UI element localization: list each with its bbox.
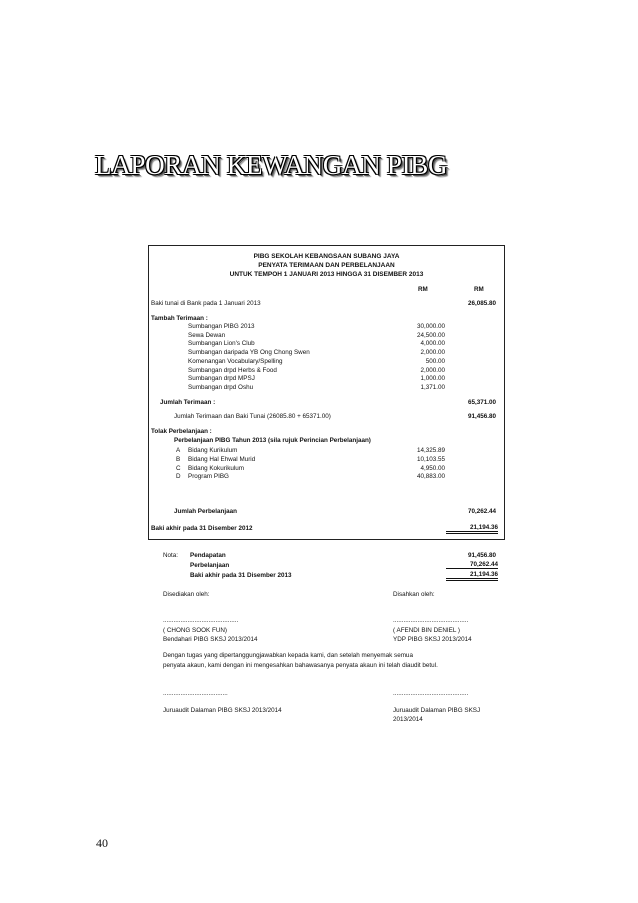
prepared-by-label: Disediakan oleh: [163,591,210,598]
audit-text-line-2: penyata akaun, kami dengan ini mengesahkan bahawasanya penyata akaun ini telah diaudit betul. [163,662,438,669]
expense-code: B [176,455,181,463]
approved-role: YDP PIBG SKSJ 2013/2014 [393,636,472,643]
note-balance-value: 21,194.36 [446,571,498,581]
statement-frame [148,245,505,540]
receipt-value: 500.00 [425,357,445,365]
closing-value: 21,194.36 [446,524,498,534]
prepared-signature-line: ........................................... [163,617,239,624]
col-header-rm-1: RM [418,286,428,293]
approved-by-label: Disahkan oleh: [393,591,435,598]
auditor-left-signature-line: ..................................... [163,690,228,697]
opening-value: 26,085.80 [467,300,496,307]
total-with-cash-label: Jumlah Terimaan dan Baki Tunai (26085.80 + 65371.00) [174,413,331,420]
receipt-label: Sumbangan drpd Herbs & Food [188,366,277,374]
page-title: LAPORAN KEWANGAN PIBG [95,150,448,180]
receipt-label: Sumbangan PIBG 2013 [188,323,255,330]
note-income-label: Pendapatan [190,552,226,559]
expenses-heading: Tolak Perbelanjaan : [151,428,212,435]
auditor-right-role-2: 2013/2014 [393,716,423,723]
receipt-label: Sewa Dewan [188,331,226,339]
expenses-subheading: Perbelanjaan PIBG Tahun 2013 (sila rujuk Perincian Perbelanjaan) [174,437,371,444]
total-receipts-label: Jumlah Terimaan : [160,399,216,406]
statement-header-1: PIBG SEKOLAH KEBANGSAAN SUBANG JAYA [253,253,400,260]
expense-code: D [176,473,181,481]
audit-text-line-1: Dengan tugas yang dipertanggungjawabkan kepada kami, dan setelah menyemak semua [163,652,413,659]
note-label: Nota: [163,552,179,559]
expense-value: 4,950.00 [420,464,445,472]
expense-code: A [176,447,181,454]
receipt-value: 4,000.00 [420,340,445,348]
receipt-value: 1,371.00 [420,383,445,391]
statement-header-2: PENYATA TERIMAAN DAN PERBELANJAAN [258,262,395,269]
statement-header-3: UNTUK TEMPOH 1 JANUARI 2013 HINGGA 31 DISEMBER 2013 [229,271,424,278]
receipt-value: 2,000.00 [420,349,445,357]
receipt-value: 2,000.00 [420,366,445,374]
expense-value: 40,883.00 [416,473,445,481]
total-expenses-label: Jumlah Perbelanjaan [174,508,237,515]
auditor-left-role: Juruaudit Dalaman PIBG SKSJ 2013/2014 [163,707,282,714]
total-with-cash-value: 91,456.80 [467,413,496,420]
receipt-label: Komenangan Vocabulary/Spelling [188,357,283,365]
col-header-rm-2: RM [474,286,484,293]
closing-label: Baki akhir pada 31 Disember 2012 [151,525,253,532]
expense-value: 10,103.55 [416,455,445,463]
expense-label: Bidang Kokurikulum [188,464,245,472]
note-income-value: 91,456.80 [467,552,496,559]
expense-label: Program PIBG [188,473,229,481]
receipt-value: 30,000.00 [416,323,445,330]
auditor-right-signature-line: ........................................... [393,690,469,697]
receipts-heading: Tambah Terimaan : [151,315,208,322]
receipt-value: 24,500.00 [416,331,445,339]
prepared-role: Bendahari PIBG SKSJ 2013/2014 [163,636,258,643]
opening-label: Baki tunai di Bank pada 1 Januari 2013 [151,300,261,307]
expense-code: C [176,464,181,472]
approved-name: ( AFENDI BIN DENIEL ) [393,627,460,634]
approved-signature-line: ........................................... [393,617,469,624]
expense-value: 14,325.89 [416,447,445,454]
prepared-name: ( CHONG SOOK FUN) [163,627,228,634]
receipt-label: Sumbangan drpd Oshu [188,383,254,391]
note-expense-label: Perbelanjaan [190,562,230,569]
page-number: 40 [96,836,108,850]
receipt-label: Sumbangan Lion's Club [188,340,255,348]
receipt-value: 1,000.00 [420,375,445,383]
note-expense-value: 70,262.44 [446,561,498,569]
expense-label: Bidang Kurikulum [188,447,238,454]
receipt-label: Sumbangan daripada YB Ong Chong Swen [188,349,310,357]
expense-label: Bidang Hal Ehwal Murid [188,455,256,463]
auditor-right-role-1: Juruaudit Dalaman PIBG SKSJ [393,707,481,714]
total-receipts-value: 65,371.00 [467,399,496,406]
total-expenses-value: 70,262.44 [467,508,496,515]
note-balance-label: Baki akhir pada 31 Disember 2013 [190,572,292,579]
receipt-label: Sumbangan drpd MPSJ [188,375,255,383]
